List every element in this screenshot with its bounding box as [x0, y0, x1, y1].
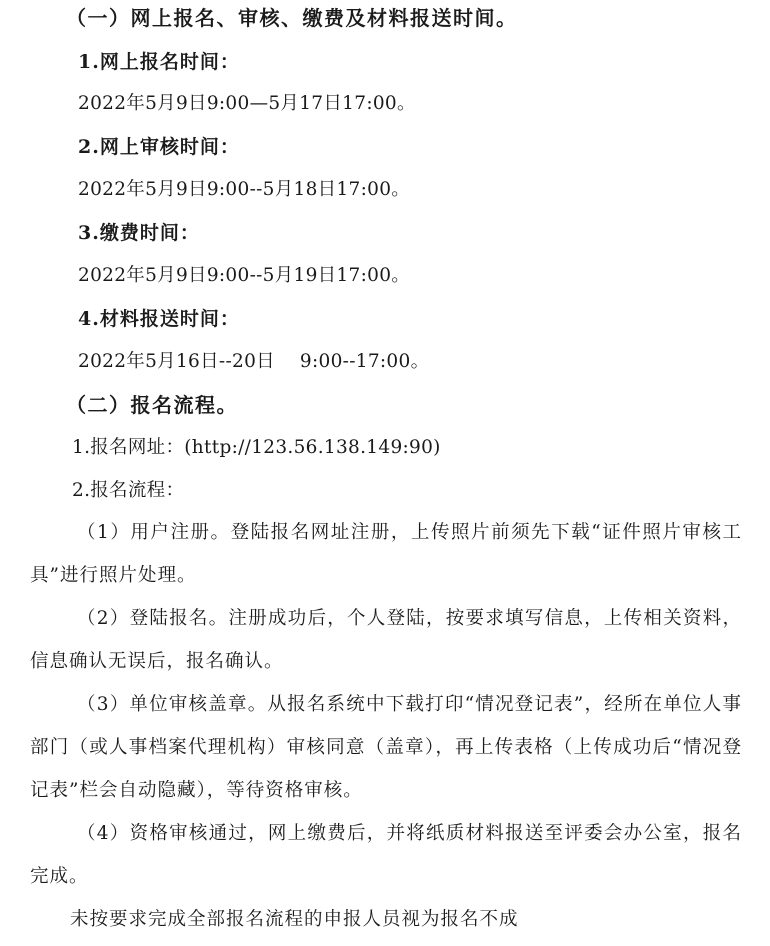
- footer-note: 未按要求完成全部报名流程的申报人员视为报名不成: [70, 909, 519, 930]
- step-3-paragraph: （3）单位审核盖章。从报名系统中下载打印“情况登记表”，经所在单位人事部门（或人事档案代理机构）审核同意（盖章），再上传表格（上传成功后“情况登记表”栏会自动隐藏），等待资格审核。: [30, 694, 742, 801]
- step-4-paragraph: （4）资格审核通过，网上缴费后，并将纸质材料报送至评委会办公室，报名完成。: [30, 823, 742, 887]
- registration-time-value: 2022年5月9日9:00—5月17日17:00。: [78, 93, 416, 114]
- section-2-heading: （二）报名流程。: [66, 393, 238, 417]
- process-title: 2.报名流程：: [72, 480, 185, 501]
- review-time-label: 2.网上审核时间：: [78, 136, 240, 158]
- section-1-heading: （一）网上报名、审核、缴费及材料报送时间。: [66, 6, 518, 30]
- review-time-value: 2022年5月9日9:00--5月18日17:00。: [78, 179, 411, 200]
- registration-time-label: 1.网上报名时间：: [78, 51, 240, 73]
- step-1-paragraph: （1）用户注册。登陆报名网址注册，上传照片前须先下载“证件照片审核工具”进行照片处理。: [30, 522, 742, 586]
- payment-time-value: 2022年5月9日9:00--5月19日17:00。: [78, 265, 411, 286]
- registration-url-line: 1.报名网址：(http://123.56.138.149:90): [72, 437, 441, 458]
- material-time-label: 4.材料报送时间：: [78, 308, 240, 330]
- step-2-paragraph: （2）登陆报名。注册成功后，个人登陆，按要求填写信息，上传相关资料，信息确认无误后，报名确认。: [30, 608, 742, 672]
- payment-time-label: 3.缴费时间：: [78, 222, 200, 244]
- material-time-value: 2022年5月16日--20日 9:00--17:00。: [78, 351, 430, 372]
